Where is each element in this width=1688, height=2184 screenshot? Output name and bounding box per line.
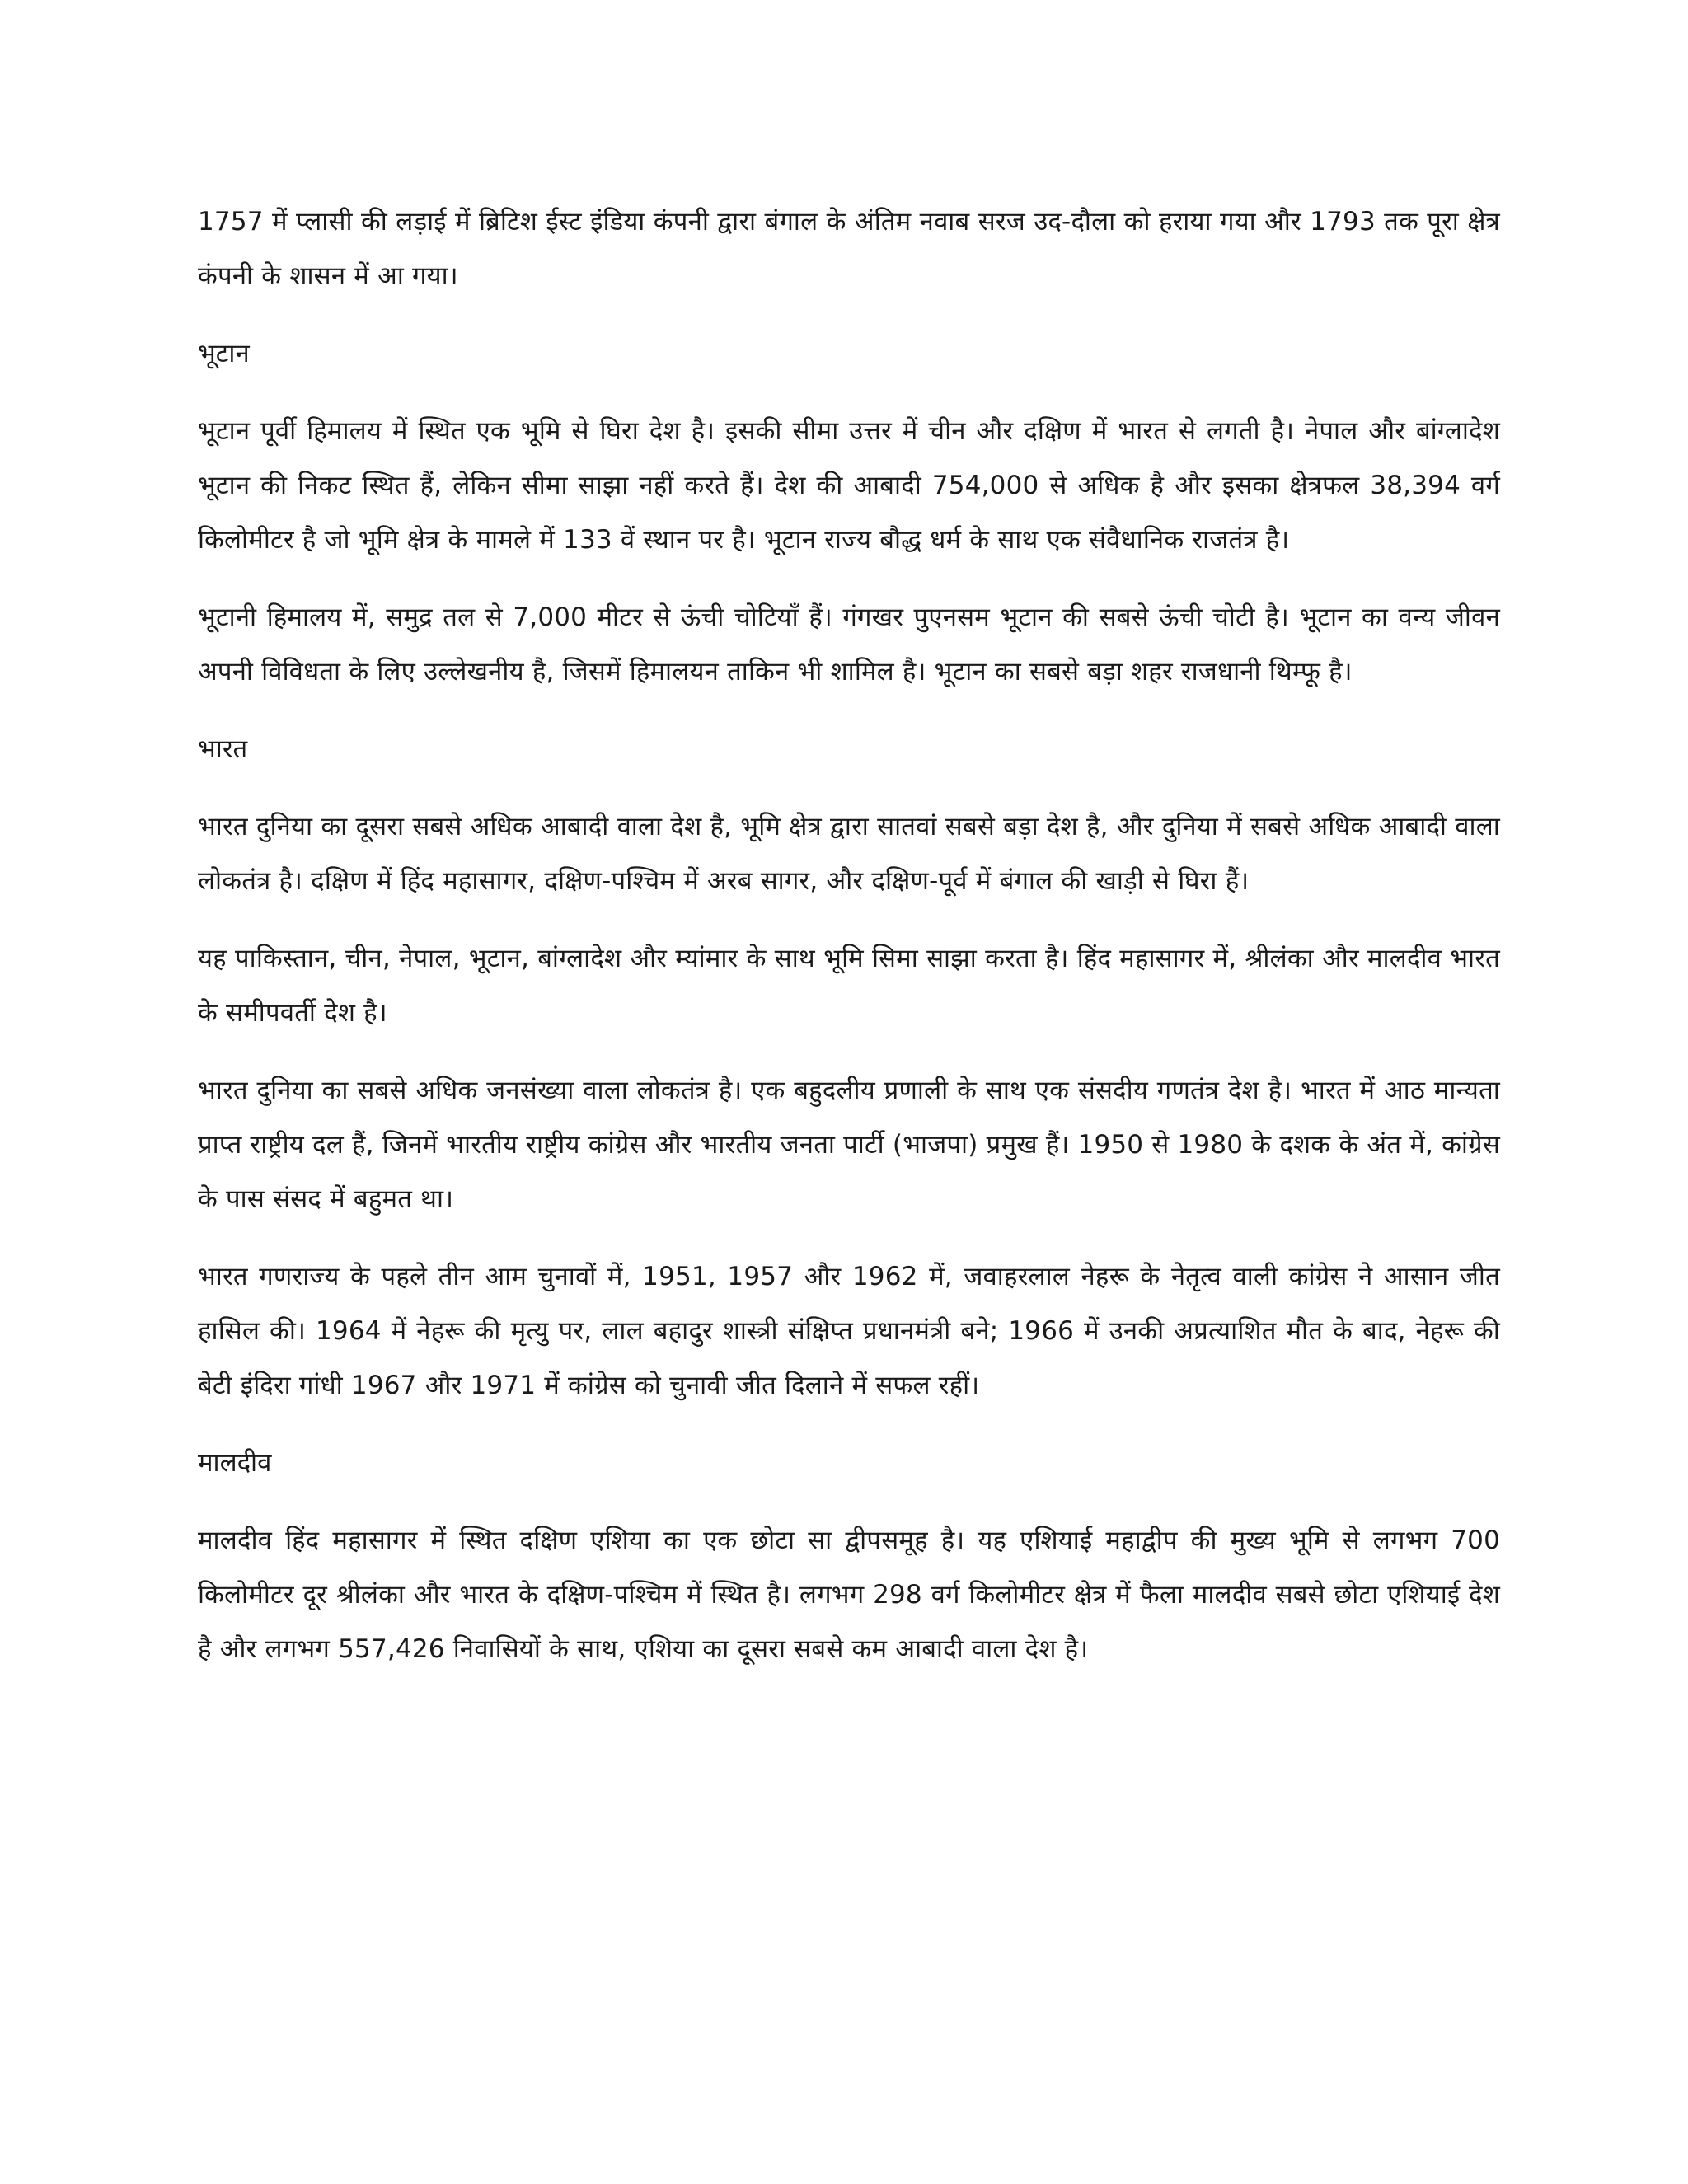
section-heading-india: भारत bbox=[198, 734, 248, 764]
paragraph-india-democracy: भारत दुनिया का सबसे अधिक जनसंख्या वाला लोकतंत्र है। एक बहुदलीय प्रणाली के साथ एक संसदीय गणतंत्र देश है। भारत में आठ मान्यता प्राप्त राष्ट्रीय दल हैं, जिनमें भारतीय राष्ट्रीय कांग्रेस और भारतीय जनता पार्टी (भाजपा) प्रमुख हैं। 1950 से 1980 के दशक के अंत में, कांग्रेस के पास संसद में बहुमत था। bbox=[198, 1076, 1500, 1214]
paragraph-bhutan-overview: भूटान पूर्वी हिमालय में स्थित एक भूमि से घिरा देश है। इसकी सीमा उत्तर में चीन और दक्षिण में भारत से लगती है। नेपाल और बांग्लादेश भूटान की निकट स्थित हैं, लेकिन सीमा साझा नहीं करते हैं। देश की आबादी 754,000 से अधिक है और इसका क्षेत्रफल 38,394 वर्ग किलोमीटर है जो भूमि क्षेत्र के मामले में 133 वें स्थान पर है। भूटान राज्य बौद्ध धर्म के साथ एक संवैधानिक राजतंत्र है। bbox=[198, 416, 1500, 555]
paragraph-bhutan-himalaya: भूटानी हिमालय में, समुद्र तल से 7,000 मीटर से ऊंची चोटियाँ हैं। गंगखर पुएनसम भूटान की सबसे ऊंची चोटी है। भूटान का वन्य जीवन अपनी विविधता के लिए उल्लेखनीय है, जिसमें हिमालयन ताकिन भी शामिल है। भूटान का सबसे बड़ा शहर राजधानी थिम्फू है। bbox=[198, 602, 1500, 687]
paragraph-india-neighbours: यह पाकिस्तान, चीन, नेपाल, भूटान, बांग्लादेश और म्यांमार के साथ भूमि सिमा साझा करता है। हिंद महासागर में, श्रीलंका और मालदीव भारत के समीपवर्ती देश है। bbox=[198, 944, 1500, 1028]
section-heading-maldives: मालदीव bbox=[198, 1448, 272, 1478]
paragraph-india-elections: भारत गणराज्य के पहले तीन आम चुनावों में, 1951, 1957 और 1962 में, जवाहरलाल नेहरू के नेतृत्व वाली कांग्रेस ने आसान जीत हासिल की। 1964 में नेहरू की मृत्यु पर, लाल बहादुर शास्त्री संक्षिप्त प्रधानमंत्री बने; 1966 में उनकी अप्रत्याशित मौत के बाद, नेहरू की बेटी इंदिरा गांधी 1967 और 1971 में कांग्रेस को चुनावी जीत दिलाने में सफल रहीं। bbox=[198, 1262, 1500, 1400]
document-page bbox=[198, 194, 1500, 1699]
paragraph-india-overview: भारत दुनिया का दूसरा सबसे अधिक आबादी वाला देश है, भूमि क्षेत्र द्वारा सातवां सबसे बड़ा देश है, और दुनिया में सबसे अधिक आबादी वाला लोकतंत्र है। दक्षिण में हिंद महासागर, दक्षिण-पश्चिम में अरब सागर, और दक्षिण-पूर्व में बंगाल की खाड़ी से घिरा हैं। bbox=[198, 812, 1500, 896]
paragraph-plassey: 1757 में प्लासी की लड़ाई में ब्रिटिश ईस्ट इंडिया कंपनी द्वारा बंगाल के अंतिम नवाब सरज उद-दौला को हराया गया और 1793 तक पूरा क्षेत्र कंपनी के शासन में आ गया। bbox=[198, 207, 1500, 291]
paragraph-maldives-overview: मालदीव हिंद महासागर में स्थित दक्षिण एशिया का एक छोटा सा द्वीपसमूह है। यह एशियाई महाद्वीप की मुख्य भूमि से लगभग 700 किलोमीटर दूर श्रीलंका और भारत के दक्षिण-पश्चिम में स्थित है। लगभग 298 वर्ग किलोमीटर क्षेत्र में फैला मालदीव सबसे छोटा एशियाई देश है और लगभग 557,426 निवासियों के साथ, एशिया का दूसरा सबसे कम आबादी वाला देश है। bbox=[198, 1526, 1500, 1664]
section-heading-bhutan: भूटान bbox=[198, 339, 250, 368]
